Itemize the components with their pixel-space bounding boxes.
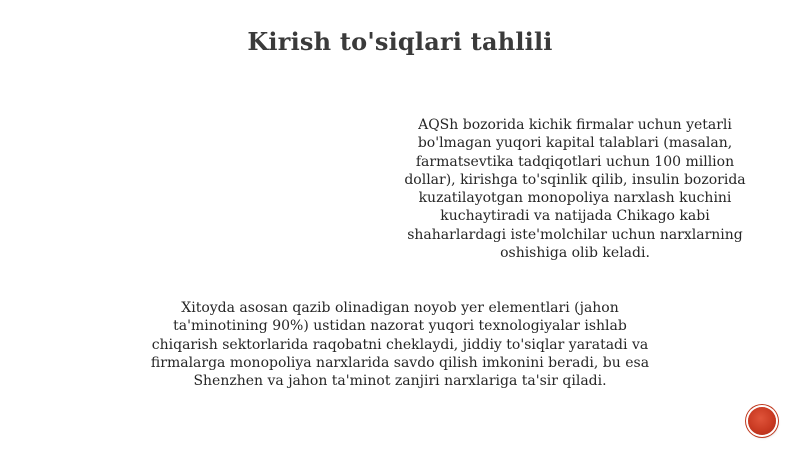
paragraph-usa-capital-requirements: AQSh bozorida kichik firmalar uchun yetarli bo'lmagan yuqori kapital talablari (masalan, farmatsevtika tadqiqotlari uchun 100 million dollar), kirishga to'sqinlik qilib, insulin bozorida kuzatilayotgan monopoliya narxlash kuchini kuchaytiradi va natijada Chikago kabi shaharlardagi iste'molchilar uchun narxlarning oshishiga olib keladi. — [404, 117, 746, 262]
slide-title: Kirish to'siqlari tahlili — [247, 27, 553, 56]
paragraph-china-rare-earths: Xitoyda asosan qazib olinadigan noyob yer elementlari (jahon ta'minotining 90%) ustidan nazorat yuqori texnologiyalar ishlab chiqarish sektorlarida raqobatni cheklaydi, jiddiy to'siqlar yaratadi va firmalarga monopoliya narxlarida savdo qilish imkonini beradi, bu esa Shenzhen va jahon ta'minot zanjiri narxlariga ta'sir qiladi. — [150, 300, 650, 390]
red-circle-nav-icon[interactable] — [748, 407, 776, 435]
